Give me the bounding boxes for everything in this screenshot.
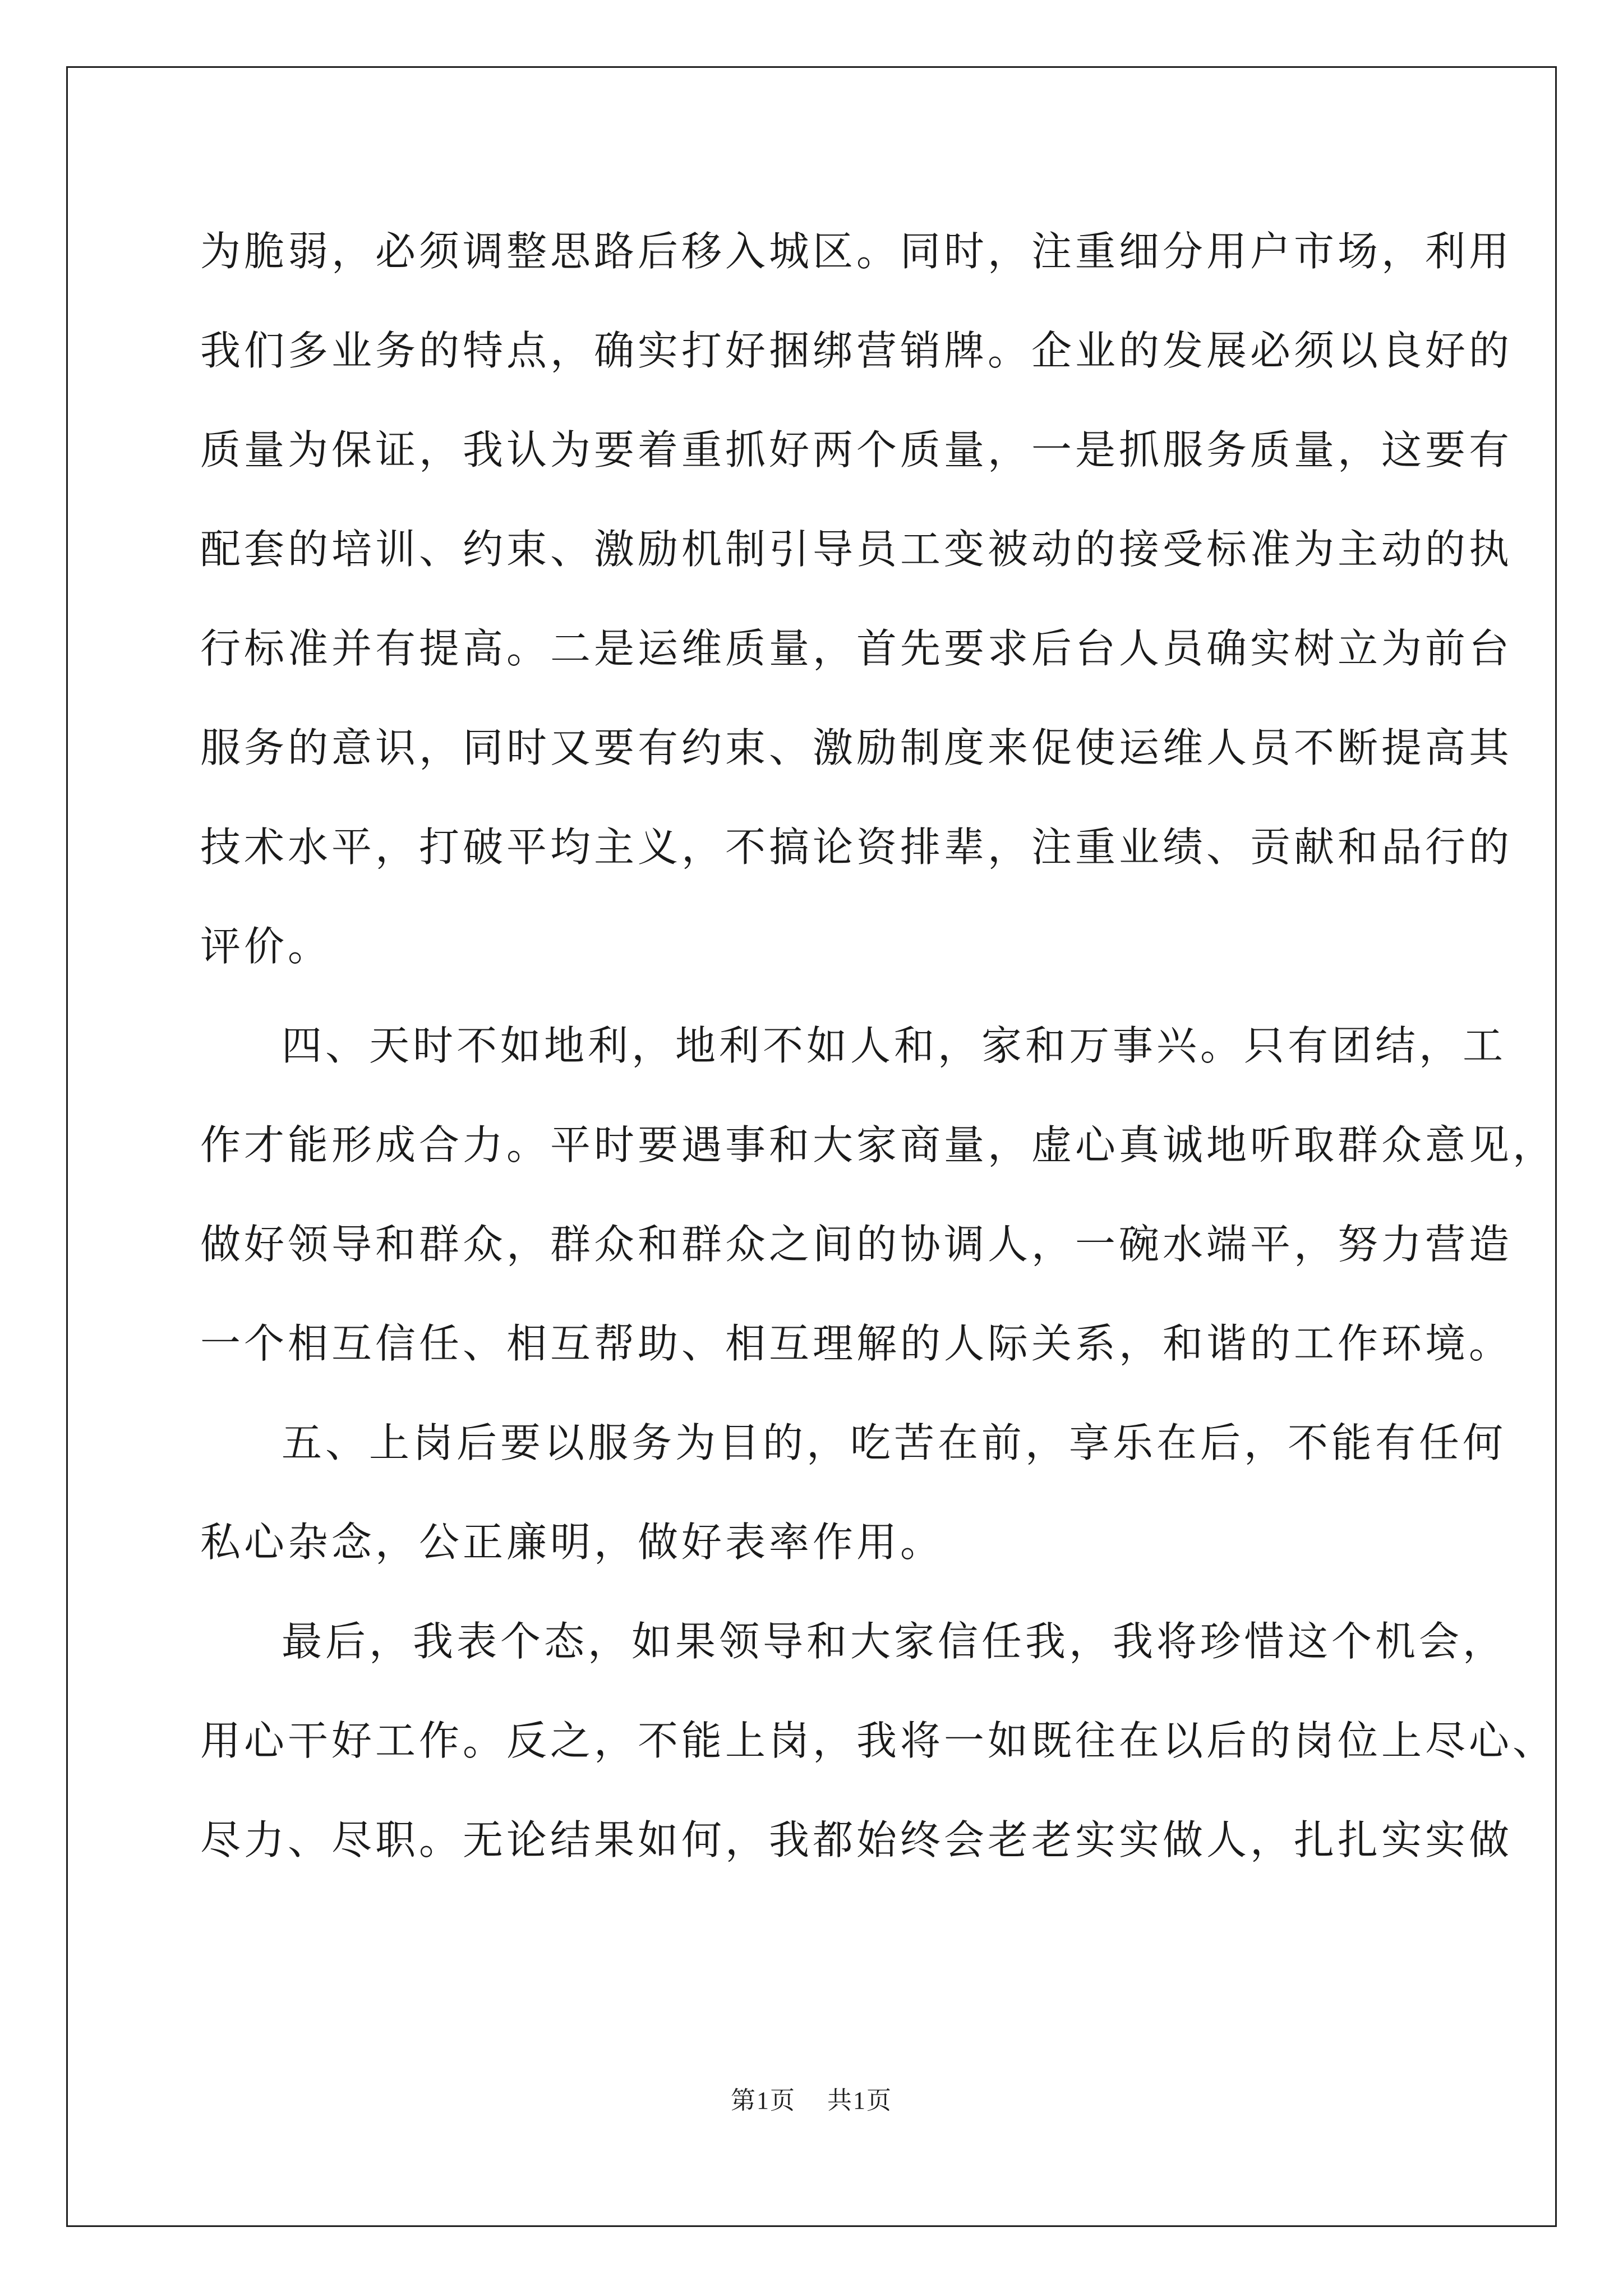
page-footer [0, 2080, 1623, 2116]
text-line: 行标准并有提高。二是运维质量，首先要求后台人员确实树立为前台 [200, 625, 1513, 672]
text-line: 质量为保证，我认为要着重抓好两个质量，一是抓服务质量，这要有 [200, 426, 1513, 473]
text-line: 一个相互信任、相互帮助、相互理解的人际关系，和谐的工作环境。 [200, 1320, 1513, 1367]
text-line: 评价。 [200, 923, 332, 970]
text-line: 做好领导和群众，群众和群众之间的协调人，一碗水端平，努力营造 [200, 1221, 1513, 1268]
text-line: 为脆弱，必须调整思路后移入城区。同时，注重细分用户市场，利用 [200, 228, 1513, 275]
text-line: 最后，我表个态，如果领导和大家信任我，我将珍惜这个机会， [282, 1618, 1507, 1665]
text-line: 尽力、尽职。无论结果如何，我都始终会老老实实做人，扎扎实实做 [200, 1816, 1513, 1864]
text-line: 服务的意识，同时又要有约束、激励制度来促使运维人员不断提高其 [200, 724, 1513, 771]
page-number: 第1页 [731, 2087, 796, 2114]
text-line: 用心干好工作。反之，不能上岗，我将一如既往在以后的岗位上尽心、 [200, 1717, 1557, 1764]
page-total: 共1页 [827, 2087, 892, 2114]
text-line: 我们多业务的特点，确实打好捆绑营销牌。企业的发展必须以良好的 [200, 327, 1513, 374]
text-line: 私心杂念，公正廉明，做好表率作用。 [200, 1519, 944, 1566]
text-line: 作才能形成合力。平时要遇事和大家商量，虚心真诚地听取群众意见， [200, 1121, 1557, 1168]
text-line: 技术水平，打破平均主义，不搞论资排辈，注重业绩、贡献和品行的 [200, 823, 1513, 871]
document-body [200, 202, 1557, 1890]
text-line: 配套的培训、约束、激励机制引导员工变被动的接受标准为主动的执 [200, 526, 1513, 573]
text-line: 四、天时不如地利，地利不如人和，家和万事兴。只有团结，工 [282, 1022, 1507, 1069]
text-line: 五、上岗后要以服务为目的，吃苦在前，享乐在后，不能有任何 [282, 1419, 1507, 1466]
